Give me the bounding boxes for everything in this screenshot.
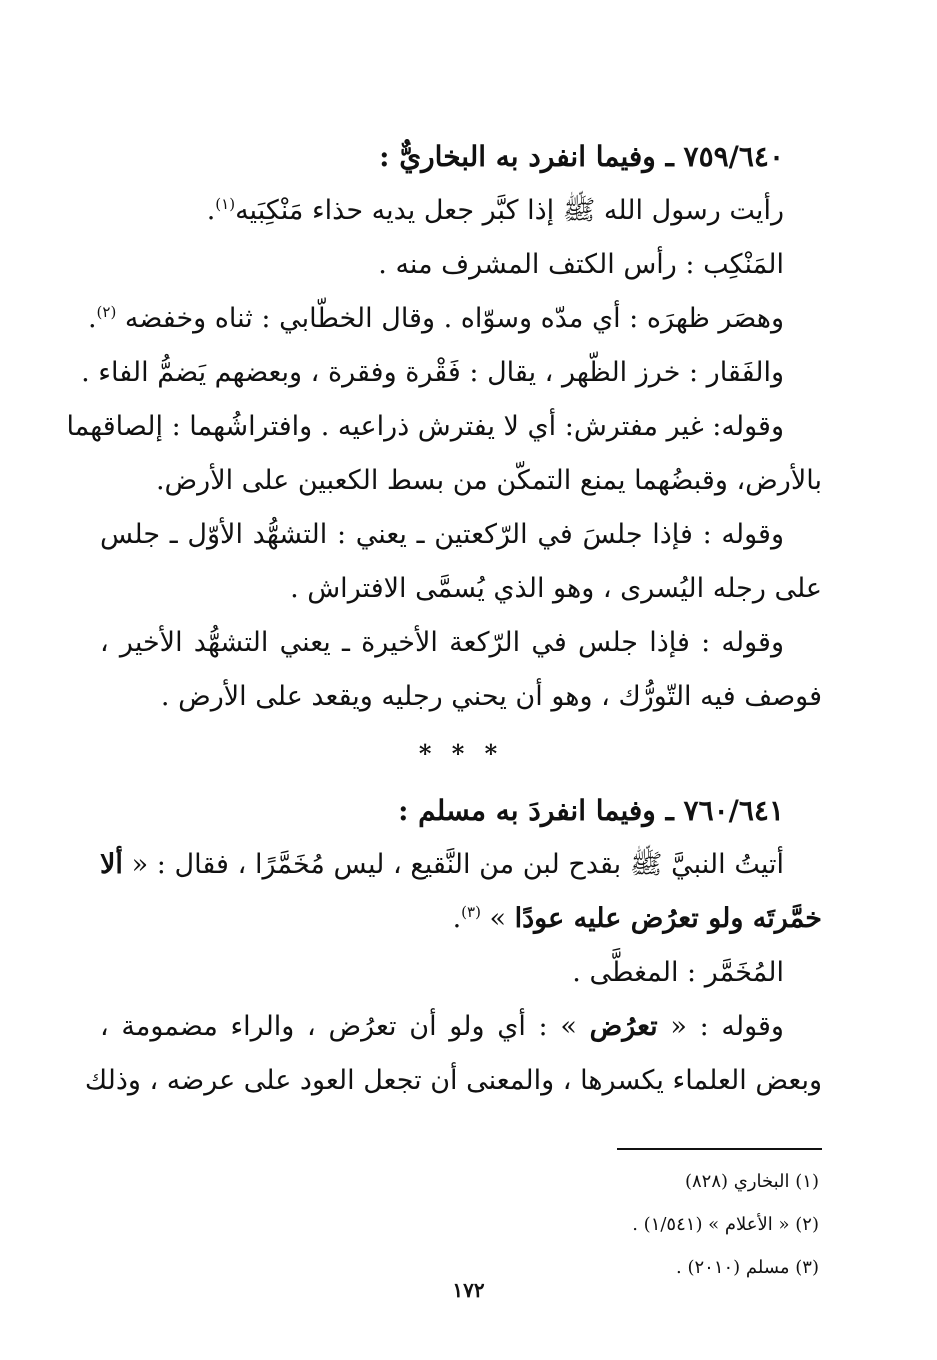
paragraph-taarud-start: وقوله : « xyxy=(670,1011,784,1042)
paragraph-muftarish-line2: بالأرض، وقبضُهما يمنع التمكّن من بسط الكعبين على الأرض. xyxy=(155,465,822,496)
footnote-2: (٢) « الأعلام » (١/٥٤١) . xyxy=(632,1214,819,1235)
hadith-body: رأيت رسول الله ﷺ إذا كبَّر جعل يديه حذاء مَنْكِبَيه xyxy=(235,195,784,226)
paragraph-hasar xyxy=(87,292,822,346)
paragraph-mankib: المَنْكِب : رأس الكتف المشرف منه . xyxy=(378,249,784,280)
hadith-641-text: أتيتُ النبيَّ ﷺ بقدح لبن من النَّقيع ، ليس مُخَمَّرًا ، فقال : « xyxy=(131,849,784,880)
paragraph-taarud-bold: تعرُض xyxy=(589,1011,658,1042)
paragraph-taarud-line1 xyxy=(100,1000,822,1054)
hadith-641-bold: ألا xyxy=(100,849,123,880)
section-separator: * * * xyxy=(418,739,504,768)
footnote-divider xyxy=(617,1148,822,1150)
hadith-text-641-line1 xyxy=(100,838,822,892)
footnote-ref-3[interactable]: (٣) xyxy=(461,903,481,921)
page-body xyxy=(66,130,822,1108)
page-number: ١٧٢ xyxy=(452,1278,485,1302)
paragraph-muftarish-line1: وقوله: غير مفترش: أي لا يفترش ذراعيه . وافتراشُهما : إلصاقهما xyxy=(66,411,784,442)
paragraph-faqar: والفَقار : خرز الظّهر ، يقال : فَقْرة وفقرة ، وبعضهم يَضمُّ الفاء . xyxy=(81,357,784,388)
footnote-3: (٣) مسلم (٢٠١٠) . xyxy=(676,1257,819,1278)
footnote-ref-1[interactable]: (١) xyxy=(215,195,236,213)
paragraph-jalasa-line2: على رجله اليُسرى ، وهو الذي يُسمَّى الافتراش . xyxy=(290,573,822,604)
paragraph-mukhammar: المُخَمَّر : المغطَّى . xyxy=(572,957,784,988)
hadith-641-bold-cont: خمَّرتَه ولو تعرُض عليه عودًا xyxy=(514,903,822,934)
paragraph-hasar-text: وهصَر ظهرَه : أي مدّه وسوّاه . وقال الخطّابي : ثناه وخفضه xyxy=(124,303,784,334)
paragraph-taarud-line2: وبعض العلماء يكسرها ، والمعنى أن تجعل العود على عرضه ، وذلك xyxy=(84,1065,822,1096)
paragraph-tawarruk-line2: فوصف فيه التّورُّك ، وهو أن يحني رجليه ويقعد على الأرض . xyxy=(160,681,822,712)
hadith-text-641-line2 xyxy=(100,892,822,946)
hadith-end: . xyxy=(206,195,216,226)
footnote-ref-2[interactable]: (٢) xyxy=(96,303,117,321)
footnotes xyxy=(632,1160,819,1289)
paragraph-taarud-rest: » : أي ولو أن تعرُض ، والراء مضمومة ، xyxy=(100,1011,577,1042)
paragraph-tawarruk-line1: وقوله : فإذا جلس في الرّكعة الأخيرة ـ يعني التشهُّد الأخير ، xyxy=(100,627,784,658)
section-heading-640: ٧٥٩/٦٤٠ ـ وفيما انفرد به البخاريٌّ : xyxy=(379,140,784,173)
paragraph-jalasa-line1: وقوله : فإذا جلسَ في الرّكعتين ـ يعني : التشهُّد الأوّل ـ جلس xyxy=(100,519,784,550)
section-heading-641: ٧٦٠/٦٤١ ـ وفيما انفردَ به مسلم : xyxy=(398,794,784,827)
hadith-641-quote-end: » xyxy=(489,903,507,934)
footnote-1: (١) البخاري (٨٢٨) xyxy=(684,1171,819,1192)
paragraph-hasar-end: . xyxy=(87,303,97,334)
hadith-text-640 xyxy=(100,184,822,238)
hadith-641-dot: . xyxy=(452,903,462,934)
